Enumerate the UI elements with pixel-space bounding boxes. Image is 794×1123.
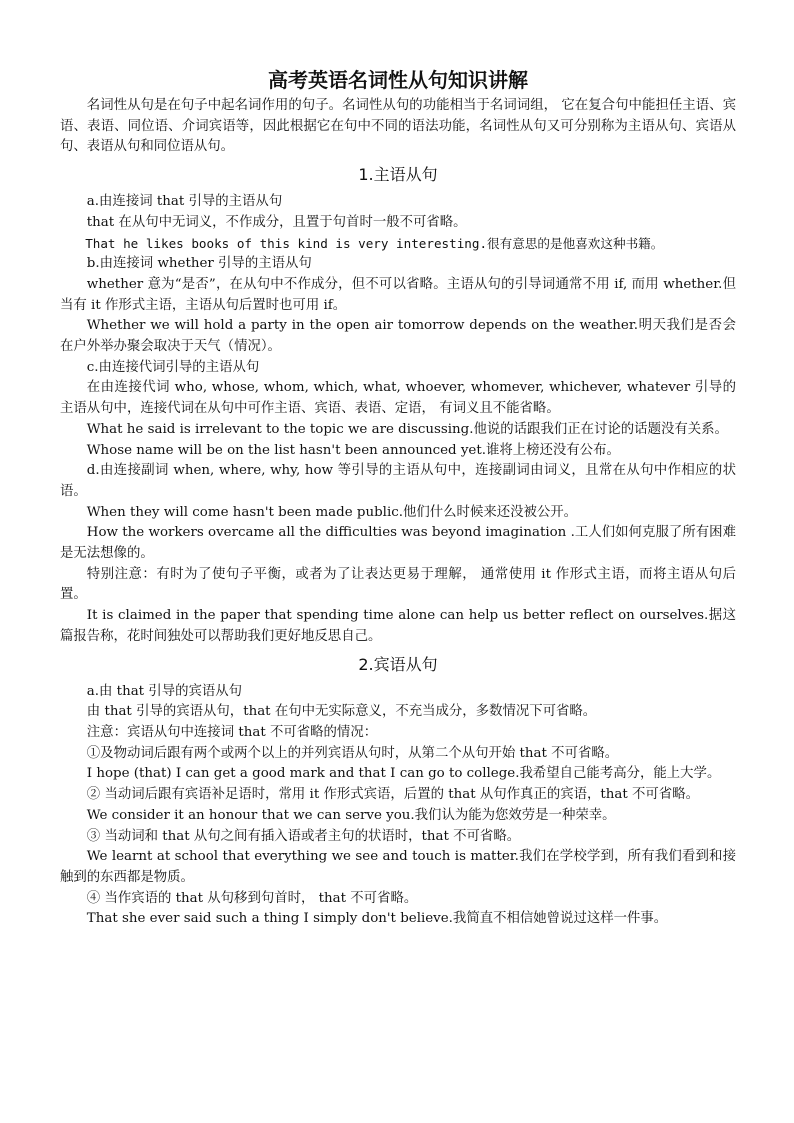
example-sentence: What he said is irrelevant to the topic we are discussing.他说的话跟我们正在讨论的话题没有关系。 [86,421,728,437]
paragraph: ③ 当动词和 that 从句之间有插入语或者主句的状语时，that 不可省略。 [86,828,521,844]
example-sentence: It is claimed in the paper that spending time alone can help us better reflect on ourselves.据这篇报告称，花时间独处可以帮助我们更好地反思自己。 [60,608,736,644]
paragraph: ①及物动词后跟有两个或两个以上的并列宾语从句时，从第二个从句开始 that 不可省略。 [86,745,619,761]
paragraph: c.由连接代词引导的主语从句 [86,359,260,375]
paragraph: d.由连接副词 when, where, why, how 等引导的主语从句中，连接副词由词义，且常在从句中作相应的状语。 [60,463,736,499]
document-page [60,66,736,930]
example-sentence: That he likes books of this kind is very interesting.很有意思的是他喜欢这种书籍。 [85,235,664,251]
document-title: 高考英语名词性从句知识讲解 [268,68,528,92]
example-sentence: How the workers overcame all the difficulties was beyond imagination .工人们如何克服了所有困难是无法想像的。 [60,525,736,562]
example-sentence: Whether we will hold a party in the open air tomorrow depends on the weather.明天我们是否会在户外举办聚会取决于天气（情况）。 [60,318,736,355]
example-sentence: Whose name will be on the list hasn't been announced yet.谁将上榜还没有公布。 [86,442,620,458]
example-sentence: We learnt at school that everything we see and touch is matter.我们在学校学到，所有我们看到和接触到的东西都是物质。 [60,849,736,885]
paragraph: a.由连接词 that 引导的主语从句 [86,194,283,210]
paragraph: whether 意为“是否”，在从句中不作成分，但不可以省略。主语从句的引导词通常不用 if, 而用 whether.但当有 it 作形式主语，主语从句后置时也可用 if。 [60,276,736,313]
intro-paragraph: 名词性从句是在句子中起名词作用的句子。名词性从句的功能相当于名词词组， 它在复合句中能担任主语、宾语、表语、同位语、介词宾语等，因此根据它在句中不同的语法功能，名词性从句又可分别称为主语从句、宾语从句、表语从句和同位语从句。 [60,98,736,155]
paragraph: ② 当动词后跟有宾语补足语时，常用 it 作形式宾语，后置的 that 从句作真正的宾语，that 不可省略。 [86,787,699,803]
paragraph: ④ 当作宾语的 that 从句移到句首时， that 不可省略。 [86,890,418,906]
paragraph: a.由 that 引导的宾语从句 [86,683,243,699]
example-sentence: That she ever said such a thing I simply don't believe.我简直不相信她曾说过这样一件事。 [86,911,668,927]
example-sentence: We consider it an honour that we can serve you.我们认为能为您效劳是一种荣幸。 [86,807,616,823]
paragraph: 由 that 引导的宾语从句，that 在句中无实际意义，不充当成分，多数情况下可省略。 [86,704,597,720]
paragraph: 在由连接代词 who, whose, whom, which, what, whoever, whomever, whichever, whatever 引导的主语从句中，连接代词在从句中可作主语、宾语、表语、定语， 有词义且不能省略。 [60,380,736,417]
paragraph: 注意：宾语从句中连接词 that 不可省略的情况： [86,724,378,740]
section-heading-subject-clause: 1.主语从句 [358,165,438,185]
example-sentence: I hope (that) I can get a good mark and that I can go to college.我希望自己能考高分，能上大学。 [86,766,721,782]
paragraph: b.由连接词 whether 引导的主语从句 [86,256,312,272]
section-heading-object-clause: 2.宾语从句 [358,654,438,674]
paragraph: 特别注意：有时为了使句子平衡，或者为了让表达更易于理解， 通常使用 it 作形式主语，而将主语从句后置。 [60,566,736,603]
example-sentence: When they will come hasn't been made public.他们什么时候来还没被公开。 [86,504,578,520]
paragraph: that 在从句中无词义，不作成分，且置于句首时一般不可省略。 [86,214,467,230]
